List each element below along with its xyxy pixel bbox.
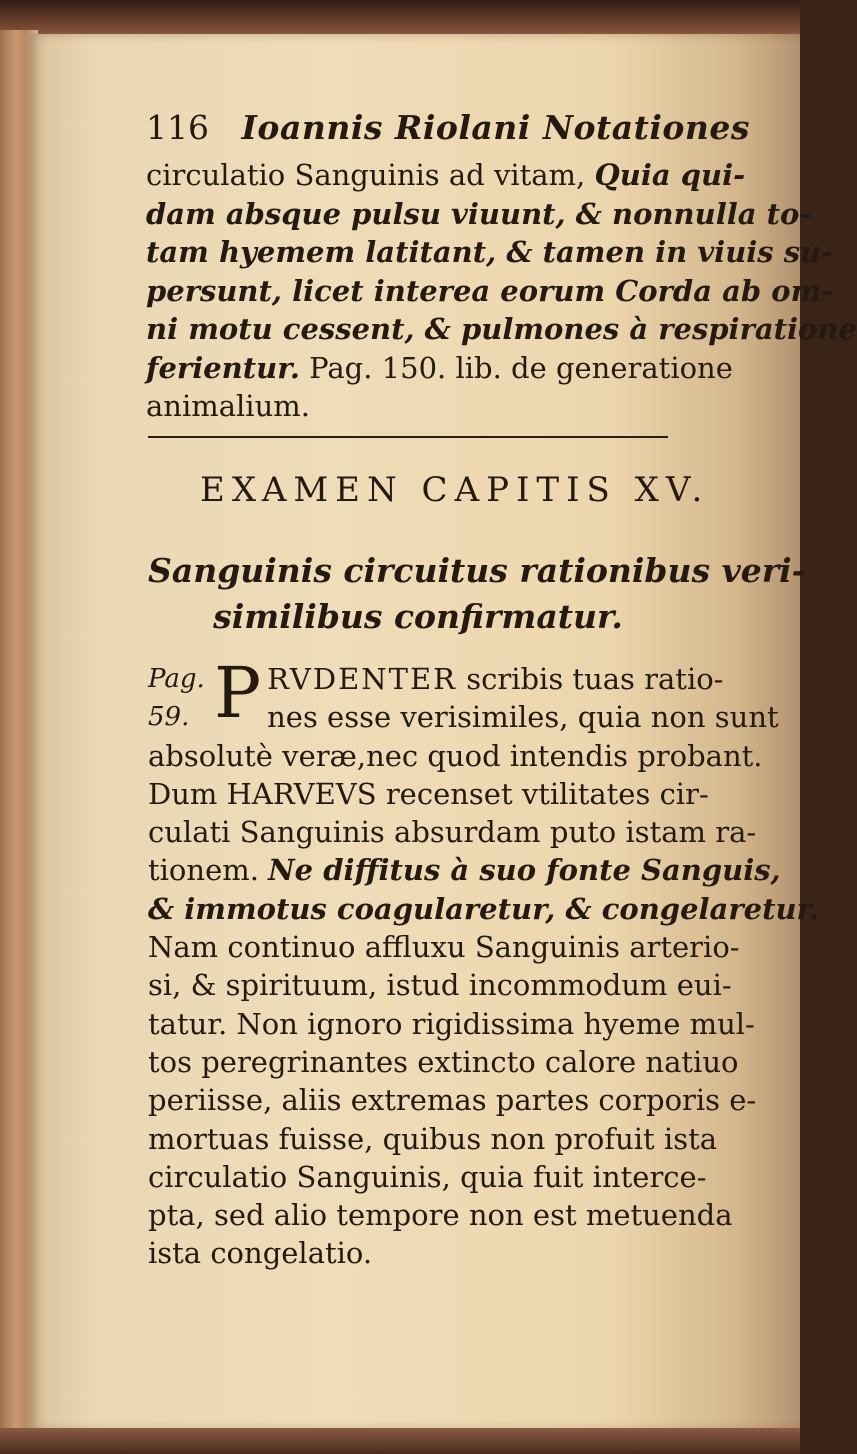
para1-text-segment: Quia qui- — [594, 158, 746, 192]
binding-top — [0, 0, 800, 36]
para1-line — [146, 310, 857, 349]
body-line — [148, 813, 757, 851]
first-word-smallcaps: RVDENTER — [267, 662, 457, 696]
paragraph-continued — [146, 156, 857, 426]
body-text-segment: si, & spirituum, istud incommodum eui- — [148, 968, 732, 1003]
para1-text-segment: tam hyemem latitant, & tamen in viuis su- — [146, 235, 834, 269]
body-line — [148, 737, 763, 775]
para1-text-segment: Pag. 150. lib. de generatione — [299, 350, 733, 385]
para1-text-segment: dam absque pulsu viuunt, & nonnulla to- — [146, 196, 812, 231]
para1-line — [146, 233, 834, 272]
subtitle-line-1: Sanguinis circuitus rationibus veri- — [148, 551, 806, 590]
body-text-segment: culati Sanguinis absurdam puto istam ra- — [148, 815, 757, 850]
body-text-segment: periisse, aliis extremas partes corporis e- — [148, 1083, 757, 1118]
body-text-segment: tos peregrinantes extincto calore natiuo — [148, 1044, 739, 1079]
para1-line — [146, 272, 834, 311]
body-lines — [148, 652, 820, 1273]
chapter-subtitle — [148, 548, 806, 640]
subtitle-line-2: similibus confirmatur. — [213, 597, 623, 636]
body-line — [148, 928, 740, 966]
para1-text-segment: persunt, licet interea eorum Corda ab om- — [146, 273, 834, 308]
body-line — [148, 1120, 718, 1158]
body-text-segment: & immotus coagularetur, & congelaretur. — [148, 891, 820, 926]
margin-reference — [148, 660, 212, 736]
body-text-segment: circulatio Sanguinis, quia fuit interce- — [148, 1159, 707, 1194]
body-line — [148, 851, 781, 889]
running-head-title: Ioannis Riolani Notationes — [241, 108, 750, 147]
body-text-segment: Dum HARVEVS recenset vtilitates cir- — [148, 776, 709, 811]
body-text-segment: tionem. — [148, 853, 269, 888]
body-line — [148, 1234, 708, 1272]
para1-text-segment: ferientur. — [146, 350, 300, 385]
body-text-segment: scribis tuas ratio- — [457, 662, 724, 696]
body-line — [148, 966, 732, 1004]
chapter-title: EXAMEN CAPITIS XV. — [200, 470, 710, 510]
para1-line — [146, 349, 733, 388]
para1-line — [146, 156, 746, 195]
para1-line — [146, 387, 706, 426]
body-text-segment: Ne diffitus à suo fonte Sanguis, — [268, 853, 781, 888]
body-text-segment: tatur. Non ignoro rigidissima hyeme mul- — [148, 1006, 755, 1041]
body-line — [148, 775, 708, 813]
margin-note-num: 59. — [148, 702, 190, 732]
body-line — [148, 1196, 733, 1234]
body-text-segment: mortuas fuisse, quibus non profuit ista — [148, 1121, 718, 1156]
page-number: 116 — [146, 108, 209, 147]
running-header — [146, 108, 750, 156]
para1-text-segment: circulatio Sanguinis ad vitam, — [146, 158, 595, 192]
body-line — [148, 1005, 755, 1043]
section-divider — [148, 436, 668, 438]
para1-line — [146, 195, 812, 234]
body-line — [148, 1158, 708, 1196]
margin-note-pag: Pag. — [148, 664, 205, 694]
body-text-segment: ista congelatio. — [148, 1236, 373, 1271]
body-text-segment: nes esse verisimiles, quia non sunt — [267, 700, 779, 735]
drop-capital: P — [214, 652, 262, 734]
para1-text-segment: animalium. — [146, 389, 310, 423]
body-line — [148, 1081, 757, 1119]
body-text-segment: absolutè veræ,nec quod intendis probant. — [148, 738, 763, 773]
para1-text-segment: ni motu cessent, & pulmones à respiratione — [146, 312, 857, 346]
binding-bottom — [0, 1428, 800, 1454]
body-text-segment: Nam continuo affluxu Sanguinis arterio- — [148, 930, 740, 965]
body-text-segment: pta, sed alio tempore non est metuenda — [148, 1198, 733, 1233]
body-line — [148, 1043, 739, 1081]
chapter-body — [148, 652, 820, 1273]
body-line — [148, 890, 820, 928]
